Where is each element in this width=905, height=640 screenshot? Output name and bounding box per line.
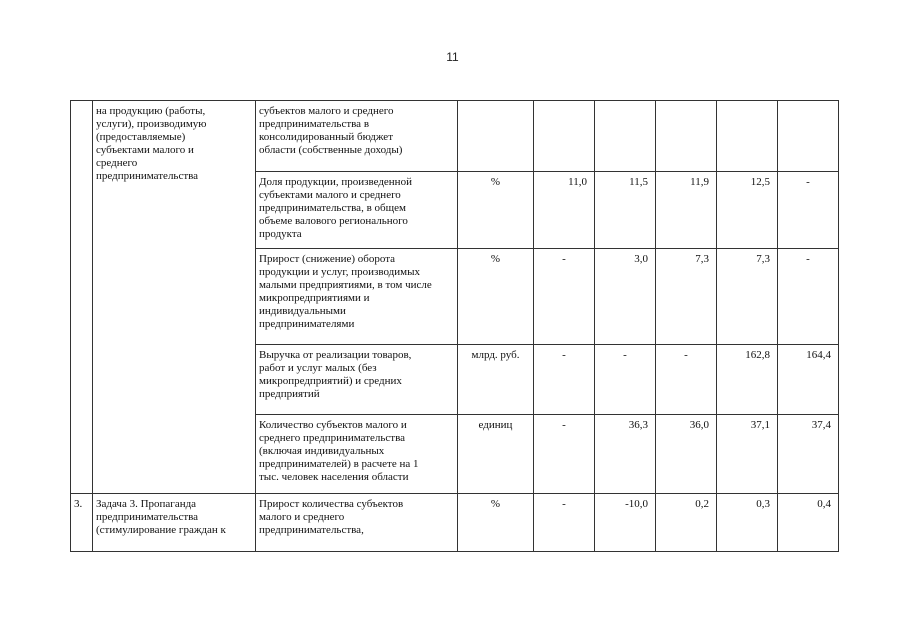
indicator-cell: Прирост количества субъектов малого и среднего предпринимательства, [256, 494, 458, 552]
indicator-cell: Доля продукции, произведенной субъектами малого и среднего предпринимательства, в общем объеме валового регионального продукта [256, 172, 458, 249]
value-cell: - [534, 494, 595, 552]
unit-cell: % [458, 249, 534, 345]
value-cell [656, 101, 717, 172]
value-cell: - [534, 249, 595, 345]
value-cell [778, 101, 839, 172]
task-cell: на продукцию (работы, услуги), производимую (предоставляемые) субъектами малого и среднего предпринимательства [93, 101, 256, 494]
row-number-cell: 3. [71, 494, 93, 552]
value-cell: 36,3 [595, 415, 656, 494]
unit-cell: единиц [458, 415, 534, 494]
unit-cell: % [458, 494, 534, 552]
value-cell: 7,3 [656, 249, 717, 345]
value-cell: 37,4 [778, 415, 839, 494]
value-cell: - [778, 249, 839, 345]
value-cell: - [534, 345, 595, 415]
value-cell: 36,0 [656, 415, 717, 494]
value-cell: 0,4 [778, 494, 839, 552]
indicator-cell: Количество субъектов малого и среднего предпринимательства (включая индивидуальных предпринимателей) в расчете на 1 тыс. человек населения области [256, 415, 458, 494]
value-cell [717, 101, 778, 172]
indicators-table [70, 100, 839, 552]
value-cell: - [595, 345, 656, 415]
value-cell: 11,9 [656, 172, 717, 249]
value-cell: 7,3 [717, 249, 778, 345]
page-number: 11 [446, 50, 459, 64]
value-cell: 11,5 [595, 172, 656, 249]
value-cell: 37,1 [717, 415, 778, 494]
value-cell: 162,8 [717, 345, 778, 415]
value-cell: 11,0 [534, 172, 595, 249]
task-cell: Задача 3. Пропаганда предпринимательства (стимулирование граждан к [93, 494, 256, 552]
value-cell: - [656, 345, 717, 415]
table-row [71, 494, 839, 552]
indicator-cell: субъектов малого и среднего предпринимательства в консолидированный бюджет области (собственные доходы) [256, 101, 458, 172]
indicator-cell: Прирост (снижение) оборота продукции и услуг, производимых малыми предприятиями, в том числе микропредприятиями и индивидуальными предпринимателями [256, 249, 458, 345]
value-cell: 0,3 [717, 494, 778, 552]
unit-cell: % [458, 172, 534, 249]
value-cell: -10,0 [595, 494, 656, 552]
row-number-cell [71, 101, 93, 494]
value-cell: - [778, 172, 839, 249]
unit-cell: млрд. руб. [458, 345, 534, 415]
unit-cell [458, 101, 534, 172]
value-cell [595, 101, 656, 172]
table-row [71, 101, 839, 172]
indicator-cell: Выручка от реализации товаров, работ и услуг малых (без микропредприятий) и средних предприятий [256, 345, 458, 415]
value-cell: 3,0 [595, 249, 656, 345]
value-cell: 0,2 [656, 494, 717, 552]
value-cell [534, 101, 595, 172]
value-cell: - [534, 415, 595, 494]
value-cell: 164,4 [778, 345, 839, 415]
value-cell: 12,5 [717, 172, 778, 249]
